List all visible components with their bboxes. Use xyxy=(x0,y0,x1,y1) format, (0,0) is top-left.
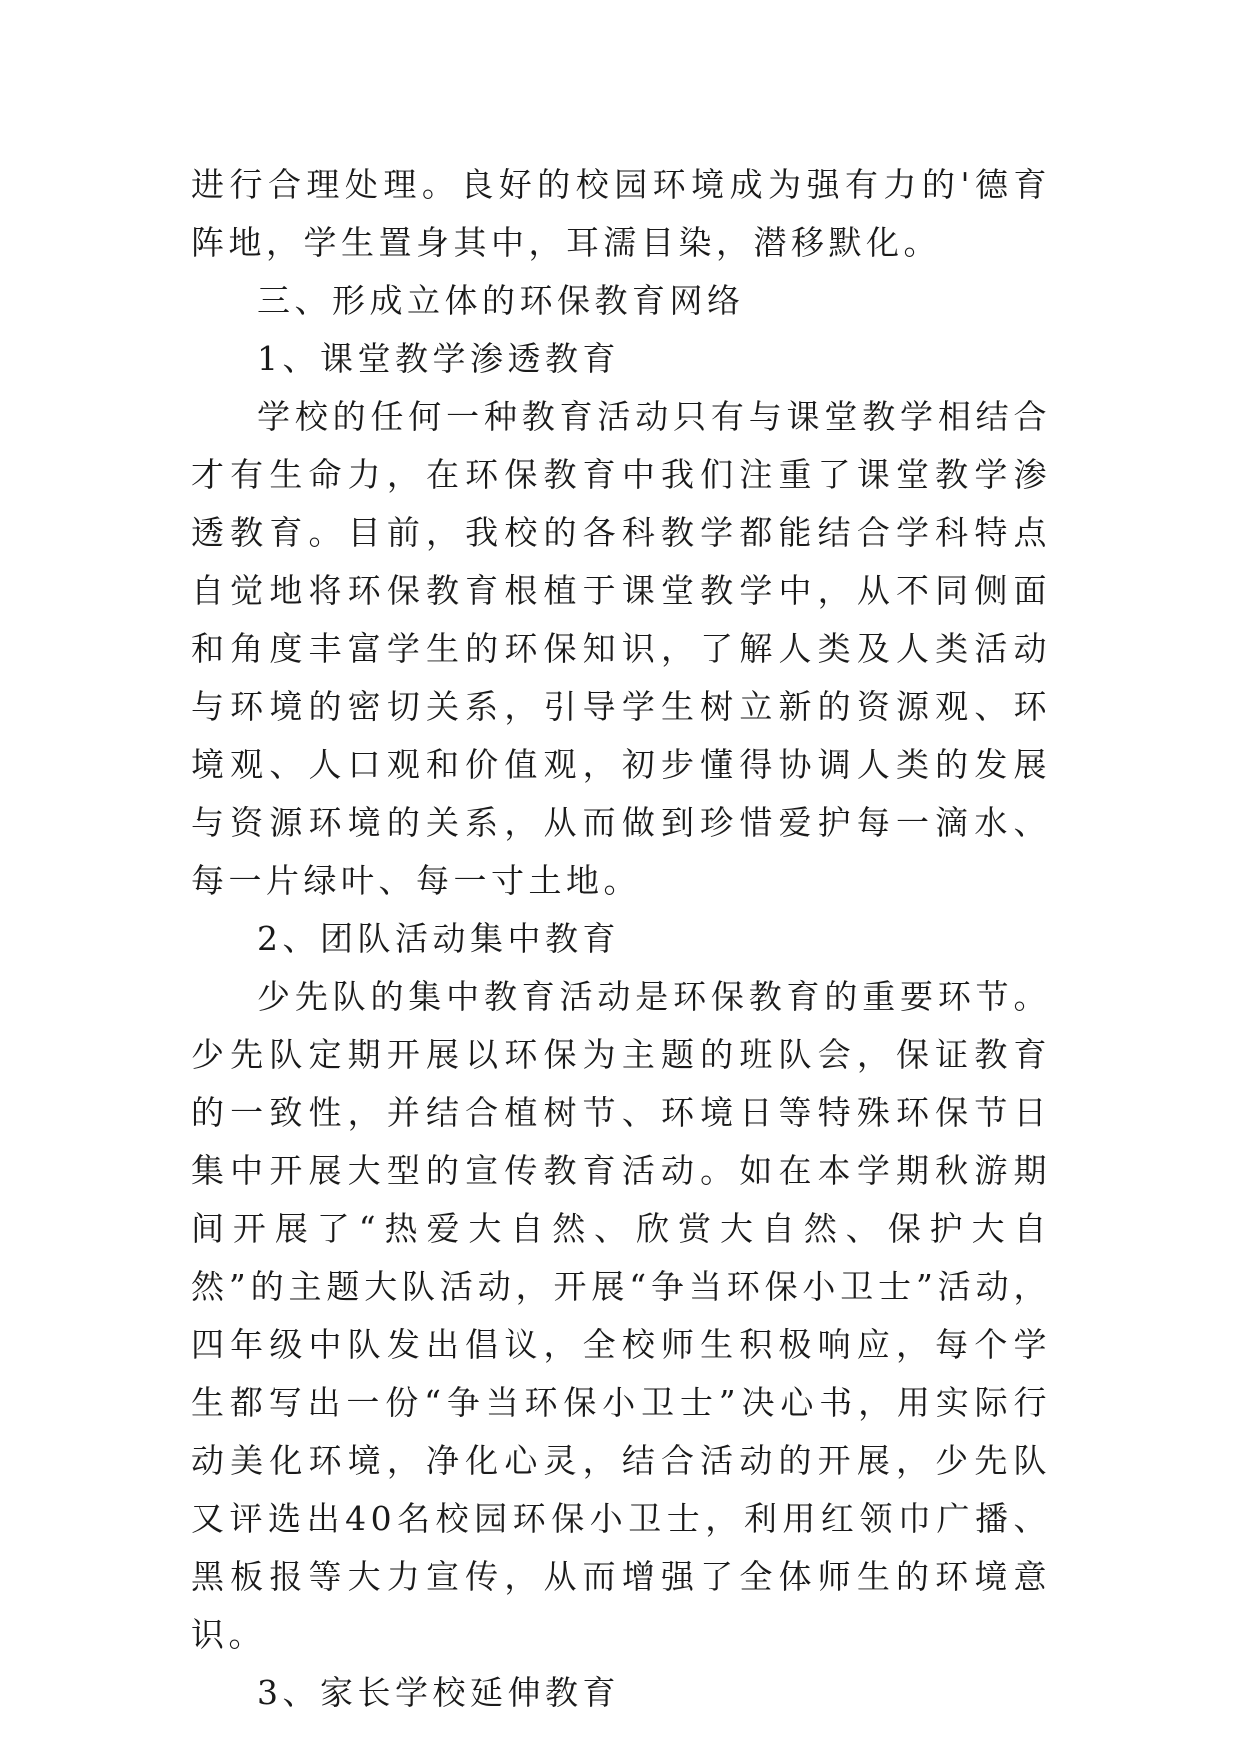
paragraph-continuation: 进行合理处理。良好的校园环境成为强有力的'德育阵地，学生置身其中，耳濡目染，潜移默化。 xyxy=(191,165,1051,262)
section-heading-3: 三、形成立体的环保教育网络 xyxy=(257,281,745,320)
subheading-1: 1、课堂教学渗透教育 xyxy=(257,339,620,378)
paragraph-classroom-education: 学校的任何一种教育活动只有与课堂教学相结合才有生命力，在环保教育中我们注重了课堂教学渗透教育。目前，我校的各科教学都能结合学科特点自觉地将环保教育根植于课堂教学中，从不同侧面和角度丰富学生的环保知识，了解人类及人类活动与环境的密切关系，引导学生树立新的资源观、环境观、人口观和价值观，初步懂得协调人类的发展与资源环境的关系，从而做到珍惜爱护每一滴水、每一片绿叶、每一寸土地。 xyxy=(191,397,1051,900)
subheading-3: 3、家长学校延伸教育 xyxy=(257,1673,620,1712)
subheading-2: 2、团队活动集中教育 xyxy=(257,919,620,958)
document-body xyxy=(191,156,1051,1722)
paragraph-team-activities: 少先队的集中教育活动是环保教育的重要环节。少先队定期开展以环保为主题的班队会，保证教育的一致性，并结合植树节、环境日等特殊环保节日集中开展大型的宣传教育活动。如在本学期秋游期间开展了“热爱大自然、欣赏大自然、保护大自然”的主题大队活动，开展“争当环保小卫士”活动，四年级中队发出倡议，全校师生积极响应，每个学生都写出一份“争当环保小卫士”决心书，用实际行动美化环境，净化心灵，结合活动的开展，少先队又评选出40名校园环保小卫士，利用红领巾广播、黑板报等大力宣传，从而增强了全体师生的环境意识。 xyxy=(191,977,1051,1654)
